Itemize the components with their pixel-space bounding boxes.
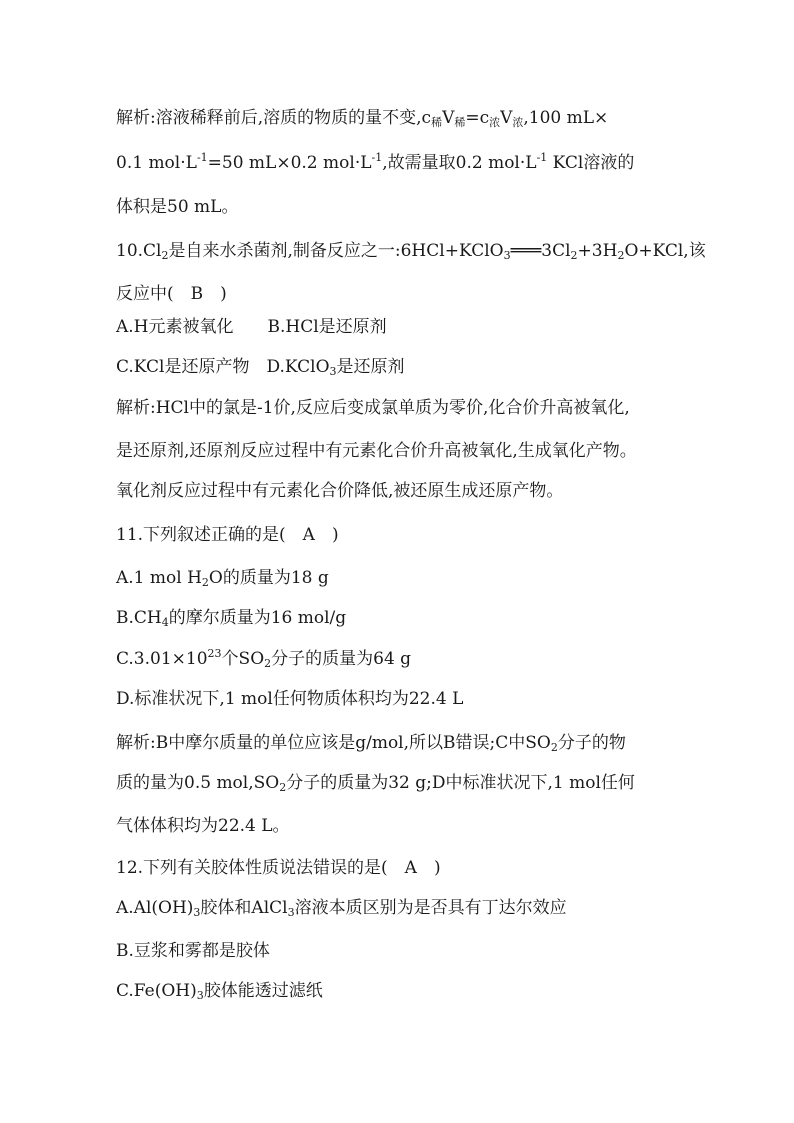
- text-segment: 胶体和AlCl: [200, 898, 288, 918]
- text-segment: ═══3Cl: [510, 241, 571, 261]
- text-line: [116, 897, 794, 919]
- text-line: [116, 688, 794, 710]
- text-segment: 解析:HCl中的氯是-1价,反应后变成氯单质为零价,化合价升高被氧化,: [116, 398, 630, 418]
- superscript: 23: [207, 647, 222, 660]
- text-segment: 10.Cl: [116, 241, 162, 261]
- text-line: [116, 524, 794, 546]
- text-segment: 个SO: [221, 649, 265, 669]
- text-segment: 11.下列叙述正确的是( A ): [116, 525, 339, 545]
- subscript: 2: [279, 781, 287, 794]
- text-segment: 的摩尔质量为16 mol/g: [168, 608, 347, 628]
- text-segment: +3H: [577, 241, 618, 261]
- subscript: 稀: [431, 116, 443, 129]
- text-segment: C.3.01×10: [116, 649, 208, 669]
- text-segment: O的质量为18 g: [208, 568, 329, 588]
- text-segment: KCl溶液的: [547, 153, 635, 173]
- text-line: [116, 772, 794, 794]
- subscript: 2: [570, 249, 578, 262]
- superscript: -1: [196, 151, 208, 164]
- text-line: [116, 397, 794, 419]
- text-line: [116, 815, 794, 837]
- superscript: -1: [371, 151, 383, 164]
- subscript: 2: [617, 249, 625, 262]
- subscript: 4: [161, 616, 169, 629]
- text-segment: 分子的质量为32 g;D中标准状况下,1 mol任何: [286, 773, 635, 793]
- text-line: [116, 316, 794, 338]
- subscript: 3: [503, 249, 511, 262]
- text-line: [116, 607, 794, 629]
- subscript: 2: [264, 657, 272, 670]
- subscript: 浓: [512, 116, 524, 129]
- text-segment: 反应中( B ): [116, 284, 227, 304]
- text-segment: C.Fe(OH): [116, 981, 197, 1001]
- text-segment: 分子的质量为64 g: [271, 649, 412, 669]
- text-segment: 是还原剂: [336, 357, 405, 377]
- text-segment: 是还原剂,还原剂反应过程中有元素化合价升高被氧化,生成氧化产物。: [116, 441, 637, 461]
- text-segment: 分子的物: [557, 733, 626, 753]
- text-segment: A.H元素被氧化 B.HCl是还原剂: [116, 317, 387, 337]
- text-line: [116, 440, 794, 462]
- subscript: 3: [329, 365, 337, 378]
- text-segment: A.1 mol H: [116, 568, 202, 588]
- text-segment: 溶液本质区别为是否具有丁达尔效应: [294, 898, 567, 918]
- text-segment: 解析:B中摩尔质量的单位应该是g/mol,所以B错误;C中SO: [116, 733, 551, 753]
- text-segment: D.标准状况下,1 mol任何物质体积均为22.4 L: [116, 689, 464, 709]
- text-segment: ,100 mL×: [523, 108, 609, 128]
- text-line: [116, 196, 794, 218]
- text-line: [116, 980, 794, 1002]
- text-segment: 解析:溶液稀释前后,溶质的物质的量不变,c: [116, 108, 432, 128]
- text-segment: 质的量为0.5 mol,SO: [116, 773, 280, 793]
- text-line: [116, 240, 794, 262]
- text-segment: ,故需量取0.2 mol·L: [382, 153, 537, 173]
- text-segment: 体积是50 mL。: [116, 197, 239, 217]
- text-line: [116, 356, 794, 378]
- text-line: [116, 107, 794, 129]
- subscript: 3: [287, 906, 295, 919]
- text-segment: B.CH: [116, 608, 162, 628]
- text-segment: O+KCl,该: [624, 241, 706, 261]
- text-segment: 12.下列有关胶体性质说法错误的是( A ): [116, 858, 441, 878]
- text-segment: 胶体能透过滤纸: [203, 981, 323, 1001]
- text-line: [116, 940, 794, 962]
- subscript: 2: [201, 576, 209, 589]
- subscript: 浓: [489, 116, 501, 129]
- subscript: 2: [161, 249, 169, 262]
- text-segment: V: [442, 108, 455, 128]
- text-segment: 气体体积均为22.4 L。: [116, 816, 290, 836]
- subscript: 3: [196, 989, 204, 1002]
- text-line: [116, 648, 794, 670]
- text-line: [116, 732, 794, 754]
- text-segment: 0.1 mol·L: [116, 153, 197, 173]
- text-segment: 是自来水杀菌剂,制备反应之一:6HCl+KClO: [168, 241, 504, 261]
- text-line: [116, 283, 794, 305]
- text-segment: C.KCl是还原产物 D.KClO: [116, 357, 330, 377]
- subscript: 3: [193, 906, 201, 919]
- text-line: [116, 567, 794, 589]
- text-segment: 氧化剂反应过程中有元素化合价降低,被还原生成还原产物。: [116, 481, 564, 501]
- text-segment: B.豆浆和雾都是胶体: [116, 941, 270, 961]
- text-segment: =50 mL×0.2 mol·L: [207, 153, 372, 173]
- text-line: [116, 152, 794, 174]
- subscript: 稀: [454, 116, 466, 129]
- text-line: [116, 480, 794, 502]
- text-segment: A.Al(OH): [116, 898, 194, 918]
- text-line: [116, 857, 794, 879]
- superscript: -1: [536, 151, 548, 164]
- text-segment: =c: [465, 108, 490, 128]
- subscript: 2: [550, 741, 558, 754]
- text-segment: V: [500, 108, 513, 128]
